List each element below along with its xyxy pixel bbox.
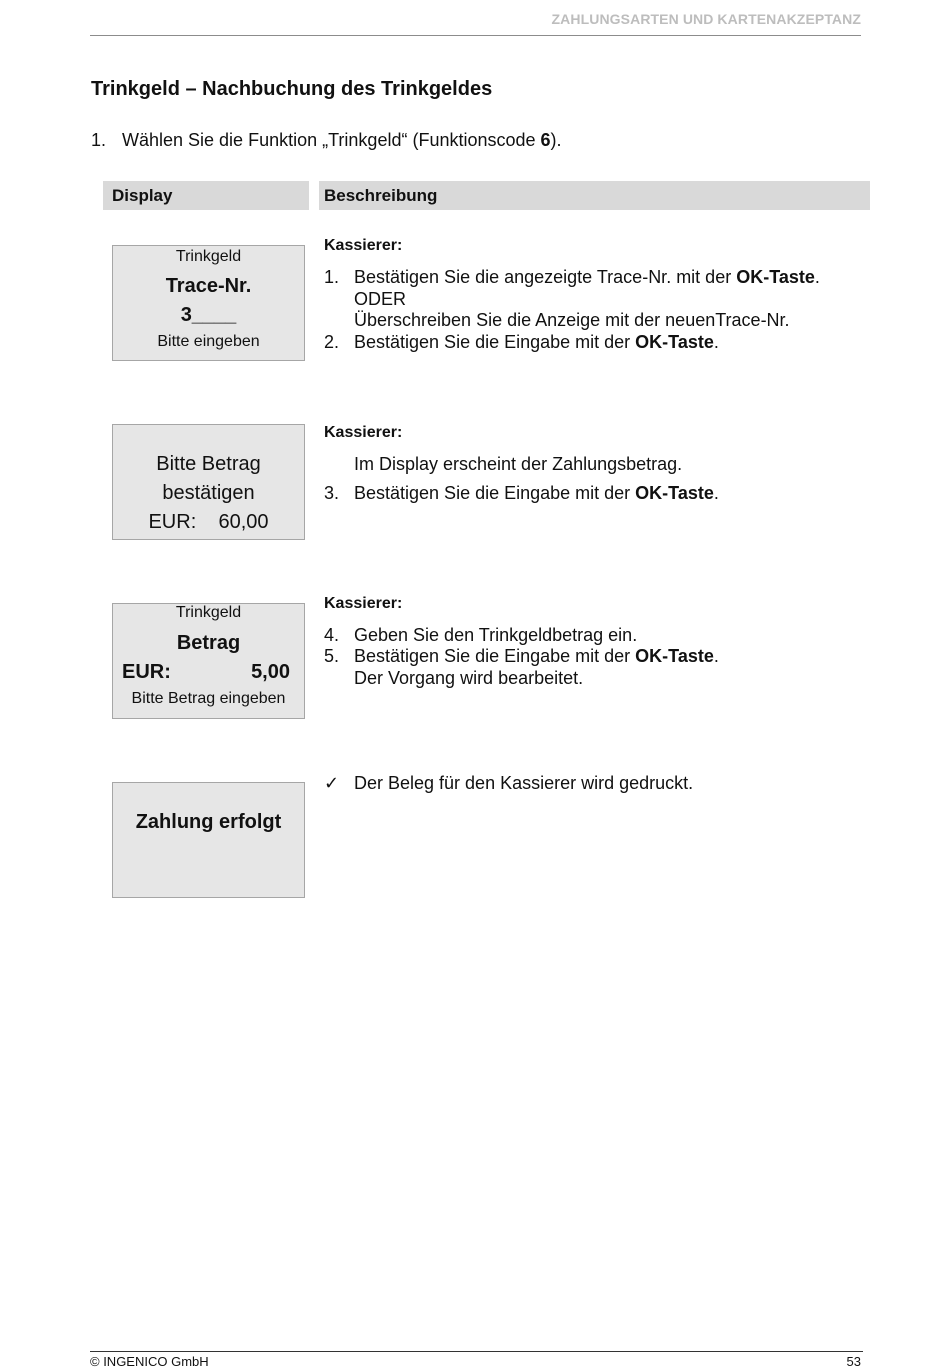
running-header: ZAHLUNGSARTEN UND KARTENAKZEPTANZ — [551, 11, 861, 27]
step-text-pre: Bestätigen Sie die angezeigte Trace-Nr. mit der — [354, 267, 737, 287]
step-text-post: . — [713, 483, 719, 503]
step-text-post: . — [814, 267, 820, 287]
screen-line: Zahlung erfolgt — [135, 811, 282, 833]
step-text-pre: Bestätigen Sie die Eingabe mit der — [354, 483, 636, 503]
display-screen-payment-done — [112, 782, 305, 898]
screen-line: Bitte Betrag eingeben — [131, 690, 286, 707]
step-number: 3. — [324, 483, 340, 503]
step-text-pre: Bestätigen Sie die Eingabe mit der — [354, 332, 636, 352]
step-1-or: ODER — [354, 289, 407, 309]
intro-text-pre: Wählen Sie die Funktion „Trinkgeld“ (Funktionscode — [122, 130, 541, 150]
step-text — [354, 332, 719, 353]
display-screen-confirm-amount — [112, 424, 305, 540]
step-text-pre: Bestätigen Sie die Eingabe mit der — [354, 646, 636, 666]
step-text — [354, 483, 719, 504]
info-text: Im Display erscheint der Zahlungsbetrag. — [354, 454, 683, 474]
check-icon: ✓ — [324, 773, 340, 793]
step-text — [354, 646, 719, 667]
step-number: 4. — [324, 625, 340, 645]
role-label: Kassierer: — [324, 595, 403, 612]
screen-line: Bitte eingeben — [157, 333, 260, 350]
step-number: 2. — [324, 332, 340, 352]
step-text-post: . — [713, 332, 719, 352]
screen-amount: 5,00 — [251, 661, 290, 683]
screen-line: Trinkgeld — [175, 248, 242, 265]
step-number: 5. — [324, 646, 340, 666]
role-label: Kassierer: — [324, 424, 403, 441]
step-text-post: . — [713, 646, 719, 666]
step-text — [354, 267, 820, 288]
screen-line: Trace-Nr. — [165, 275, 252, 297]
column-header-display: Display — [103, 181, 309, 210]
ok-key-label: OK-Taste — [736, 267, 815, 287]
screen-currency: EUR: — [122, 661, 171, 683]
ok-key-label: OK-Taste — [635, 646, 714, 666]
footer-rule — [90, 1351, 863, 1352]
ok-key-label: OK-Taste — [635, 483, 714, 503]
display-screen-trace — [112, 245, 305, 361]
page-number: 53 — [846, 1354, 861, 1369]
screen-line: Bitte Betrag — [156, 453, 261, 475]
screen-line: 3____ — [180, 304, 237, 326]
column-header-description: Beschreibung — [319, 181, 870, 210]
intro-step-text — [122, 130, 562, 151]
intro-step-number: 1. — [91, 130, 107, 150]
screen-line: Trinkgeld — [175, 604, 242, 621]
display-screen-tip-amount — [112, 603, 305, 719]
intro-function-code: 6 — [540, 130, 551, 150]
result-text: Der Beleg für den Kassierer wird gedruckt. — [354, 773, 694, 793]
screen-line: bestätigen — [162, 482, 255, 504]
header-rule — [90, 35, 861, 36]
ok-key-label: OK-Taste — [635, 332, 714, 352]
intro-text-post: ). — [550, 130, 562, 150]
section-title: Trinkgeld – Nachbuchung des Trinkgeldes — [91, 78, 493, 100]
step-5-note: Der Vorgang wird bearbeitet. — [354, 668, 584, 688]
step-number: 1. — [324, 267, 340, 287]
screen-amount: EUR: 60,00 — [148, 511, 269, 533]
step-text: Geben Sie den Trinkgeldbetrag ein. — [354, 625, 638, 645]
screen-line: Betrag — [176, 632, 241, 654]
role-label: Kassierer: — [324, 237, 403, 254]
footer-copyright: © INGENICO GmbH — [90, 1354, 209, 1369]
step-1-alternative: Überschreiben Sie die Anzeige mit der neuenTrace-Nr. — [354, 310, 790, 330]
